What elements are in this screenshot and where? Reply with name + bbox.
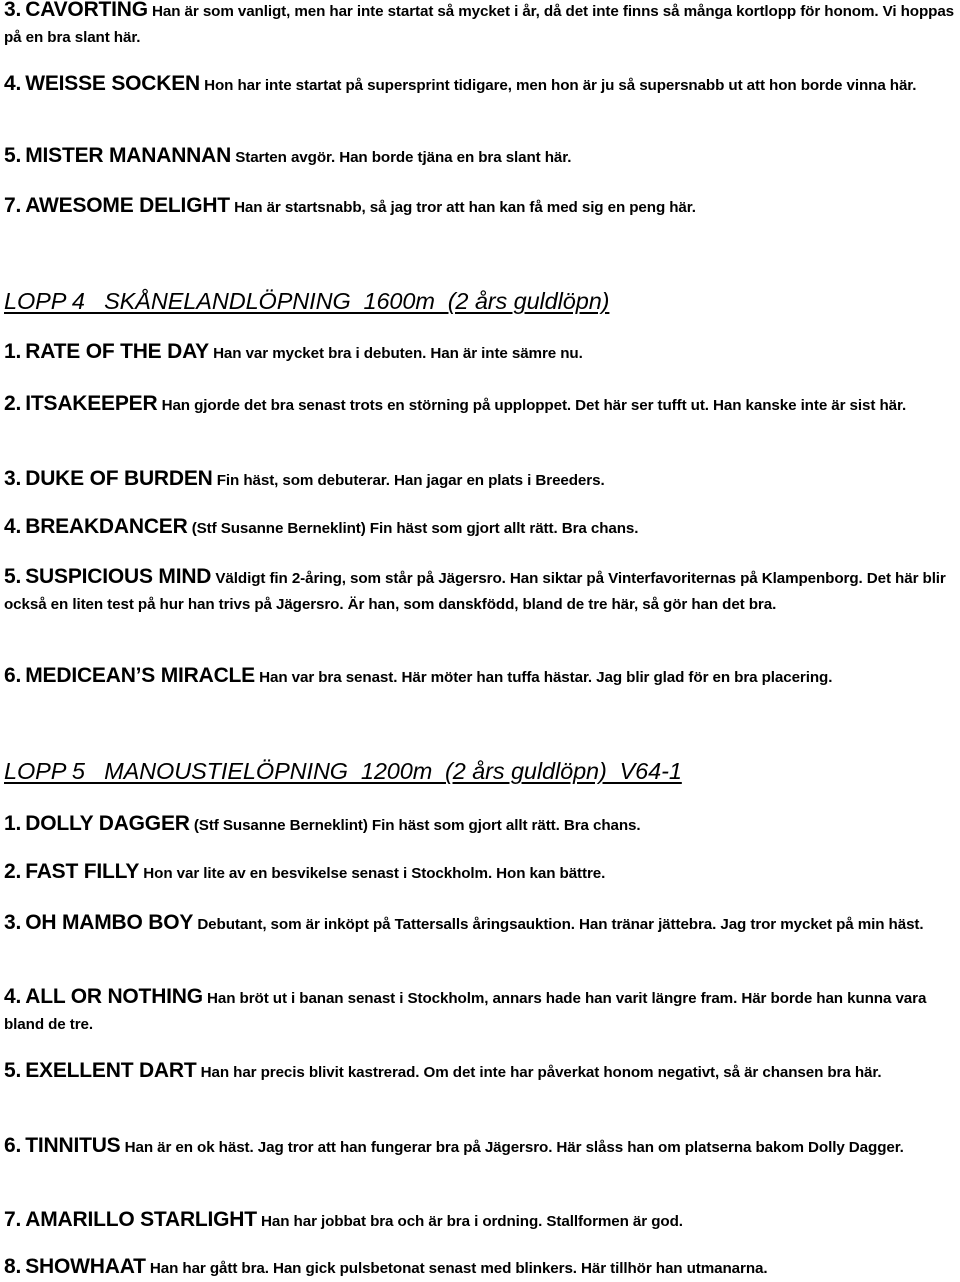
entry-number: 2. [4, 860, 22, 883]
horse-name: ALL OR NOTHING [25, 985, 203, 1008]
horse-entry-duke-of-burden [4, 466, 956, 494]
horse-entry-cavorting [4, 0, 956, 51]
horse-comment: Han var bra senast. Här möter han tuffa hästar. Jag blir glad för en bra placering. [259, 669, 833, 686]
horse-entry-fast-filly [4, 859, 956, 887]
entry-number: 4. [4, 515, 22, 538]
horse-name: RATE OF THE DAY [25, 340, 209, 363]
horse-name: WEISSE SOCKEN [25, 72, 201, 95]
horse-comment: Han var mycket bra i debuten. Han är inte sämre nu. [213, 345, 583, 362]
entry-number: 5. [4, 1059, 22, 1082]
entry-number: 5. [4, 144, 22, 167]
horse-comment: Starten avgör. Han borde tjäna en bra slant här. [235, 149, 572, 166]
horse-name: DUKE OF BURDEN [25, 467, 213, 490]
entry-number: 7. [4, 1208, 22, 1231]
horse-entry-rate-of-the-day [4, 339, 956, 367]
horse-entry-dolly-dagger [4, 811, 956, 839]
horse-name: BREAKDANCER [25, 515, 188, 538]
horse-comment: Väldigt fin 2-åring, som står på Jägersro. Han siktar på Vinterfavoriternas på Klampenborg. Det här blir också en liten test på hur han trivs på Jägersro. Är han, som danskfödd, bland de tre här, så gör han det bra. [4, 570, 946, 613]
horse-name: MISTER MANANNAN [25, 144, 232, 167]
entry-number: 5. [4, 565, 22, 588]
horse-comment: Han bröt ut i banan senast i Stockholm, annars hade han varit längre fram. Här borde han kunna vara bland de tre. [4, 990, 927, 1033]
entry-number: 4. [4, 72, 22, 95]
horse-name: EXELLENT DART [25, 1059, 197, 1082]
entry-number: 6. [4, 664, 22, 687]
entry-number: 2. [4, 392, 22, 415]
horse-comment: Han har precis blivit kastrerad. Om det inte har påverkat honom negativt, så är chansen bra här. [200, 1064, 882, 1081]
entry-number: 1. [4, 812, 22, 835]
horse-comment: Han är startsnabb, så jag tror att han kan få med sig en peng här. [234, 199, 696, 216]
horse-comment: Han gjorde det bra senast trots en störning på upploppet. Det här ser tufft ut. Han kanske inte är sist här. [161, 397, 907, 414]
horse-entry-showhaat [4, 1254, 956, 1282]
horse-entry-tinnitus [4, 1133, 956, 1161]
horse-comment: (Stf Susanne Berneklint) Fin häst som gjort allt rätt. Bra chans. [191, 520, 639, 537]
horse-entry-all-or-nothing [4, 984, 956, 1038]
horse-name: SUSPICIOUS MIND [25, 565, 212, 588]
horse-name: AMARILLO STARLIGHT [25, 1208, 257, 1231]
horse-name: DOLLY DAGGER [25, 812, 190, 835]
horse-entry-weisse-socken [4, 71, 956, 99]
horse-name: TINNITUS [25, 1134, 121, 1157]
entry-number: 6. [4, 1134, 22, 1157]
horse-entry-awesome-delight [4, 193, 956, 221]
horse-name: AWESOME DELIGHT [25, 194, 230, 217]
horse-comment: Hon var lite av en besvikelse senast i Stockholm. Hon kan bättre. [143, 865, 606, 882]
entry-number: 1. [4, 340, 22, 363]
horse-comment: Han är en ok häst. Jag tror att han fungerar bra på Jägersro. Här slåss han om platserna bakom Dolly Dagger. [124, 1139, 904, 1156]
horse-entry-exellent-dart [4, 1058, 956, 1086]
horse-comment: Han har jobbat bra och är bra i ordning. Stallformen är god. [261, 1213, 683, 1230]
entry-number: 7. [4, 194, 22, 217]
horse-entry-itsakeeper [4, 391, 956, 419]
entry-number: 3. [4, 911, 22, 934]
entry-number: 3. [4, 467, 22, 490]
horse-comment: (Stf Susanne Berneklint) Fin häst som gjort allt rätt. Bra chans. [193, 817, 641, 834]
entry-number: 3. [4, 0, 22, 21]
horse-entry-suspicious-mind [4, 564, 956, 618]
horse-comment: Fin häst, som debuterar. Han jagar en plats i Breeders. [216, 472, 605, 489]
horse-name: MEDICEAN’S MIRACLE [25, 664, 255, 687]
horse-entry-mediceans-miracle [4, 663, 956, 691]
horse-entry-mister-manannan [4, 143, 956, 171]
horse-name: CAVORTING [25, 0, 148, 21]
entry-number: 4. [4, 985, 22, 1008]
horse-comment: Han är som vanligt, men har inte startat så mycket i år, då det inte finns så många kortlopp för honom. Vi hoppas på en bra slant här. [4, 3, 955, 46]
horse-entry-breakdancer [4, 514, 956, 542]
horse-name: SHOWHAAT [25, 1255, 146, 1278]
horse-comment: Han har gått bra. Han gick pulsbetonat senast med blinkers. Här tillhör han utmanarna. [149, 1260, 768, 1277]
horse-name: FAST FILLY [25, 860, 140, 883]
horse-entry-amarillo-starlight [4, 1207, 956, 1235]
entry-number: 8. [4, 1255, 22, 1278]
race-5-heading: LOPP 5 MANOUSTIELÖPNING 1200m (2 års guldlöpn) V64-1 [4, 758, 682, 784]
horse-entry-oh-mambo-boy [4, 910, 956, 938]
horse-name: OH MAMBO BOY [25, 911, 194, 934]
horse-comment: Hon har inte startat på supersprint tidigare, men hon är ju så supersnabb ut att hon borde vinna här. [204, 77, 917, 94]
horse-name: ITSAKEEPER [25, 392, 158, 415]
race-4-heading: LOPP 4 SKÅNELANDLÖPNING 1600m (2 års guldlöpn) [4, 288, 610, 314]
horse-comment: Debutant, som är inköpt på Tattersalls åringsauktion. Han tränar jättebra. Jag tror mycket på min häst. [197, 916, 924, 933]
